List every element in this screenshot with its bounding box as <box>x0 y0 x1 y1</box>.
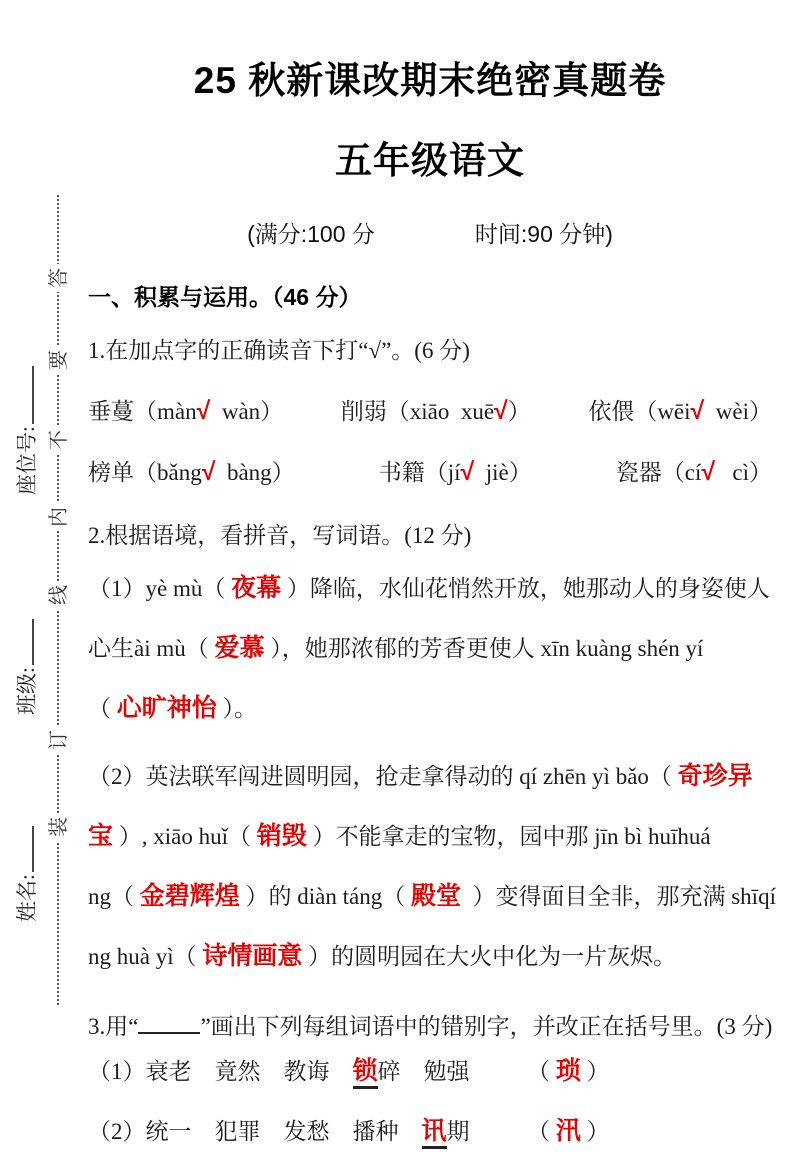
text-segment: ng huà yì（ <box>88 944 203 969</box>
q1-item <box>616 454 772 487</box>
text-segment: ng（ <box>88 884 140 909</box>
section-heading: 一、积累与运用。（46 分） <box>88 284 362 310</box>
answer-text: 爱慕 <box>214 634 265 662</box>
check-mark-icon: √ <box>494 397 508 425</box>
name-blank <box>28 826 34 872</box>
q1-item <box>588 393 772 426</box>
text-segment: 削弱（xiāo xuē <box>340 399 495 424</box>
answer-text: 奇珍异 <box>677 762 753 790</box>
text-segment: ） <box>507 399 531 424</box>
text-segment: ）不能拿走的宝物，园中那 jīn bì huīhuá <box>306 824 711 849</box>
q1-item <box>341 393 531 426</box>
answer-text: 宝 <box>88 822 114 850</box>
text-line <box>88 926 772 986</box>
exam-meta <box>88 216 772 249</box>
q2-stem: 2.根据语境，看拼音，写词语。(12 分) <box>88 523 472 548</box>
class-field <box>14 595 40 715</box>
text-segment: ）变得面目全非，那充满 shīqí <box>460 884 776 909</box>
q1-item <box>379 454 532 487</box>
answer-text: 殿堂 <box>410 882 461 910</box>
q2-paragraph-1 <box>88 558 772 738</box>
q3-stem <box>88 1008 772 1041</box>
check-mark-icon: √ <box>201 458 216 486</box>
answer-text: 夜幕 <box>231 574 282 602</box>
text-segment: wàn） <box>210 399 284 424</box>
error-char: 讯 <box>422 1117 447 1149</box>
text-segment: ） <box>580 1119 610 1144</box>
exam-content <box>88 0 776 1161</box>
text-segment: 瓷器（cí <box>615 460 702 485</box>
text-line <box>88 806 772 866</box>
q3-row-2 <box>88 1101 772 1161</box>
name-label: 姓名: <box>15 874 39 922</box>
text-segment: 榜单（bǎng <box>88 460 202 485</box>
text-segment: 垂蔓（màn <box>88 399 197 424</box>
binding-line-char: 订 <box>44 726 74 754</box>
text-line <box>88 746 772 806</box>
time-limit-label: 时间:90 分钟) <box>474 221 613 247</box>
text-segment: ）。 <box>216 696 258 721</box>
answer-text: 销毁 <box>256 822 307 850</box>
name-field <box>14 802 40 922</box>
q2-paragraph-2 <box>88 746 776 986</box>
binding-line-char: 内 <box>44 503 74 531</box>
check-mark-icon: √ <box>701 458 716 486</box>
text-segment: 碎 勉强 （ <box>377 1059 556 1084</box>
binding-line-char: 不 <box>44 426 74 454</box>
class-label: 班级: <box>15 667 39 715</box>
text-segment: 3.用“ <box>88 1014 139 1039</box>
text-segment: jiè） <box>474 460 532 485</box>
error-char: 锁 <box>353 1057 378 1089</box>
full-score-label: (满分:100 分 <box>247 221 375 247</box>
text-segment: （ <box>88 696 117 721</box>
class-blank <box>28 619 34 665</box>
binding-line-char: 线 <box>44 581 74 609</box>
binding-line-char: 答 <box>44 264 74 292</box>
answer-text: 琐 <box>555 1057 581 1085</box>
seat-number-blank <box>28 366 34 424</box>
page-title: 25 秋新课改期末绝密真题卷 <box>193 60 667 101</box>
check-mark-icon: √ <box>460 458 475 486</box>
q1-item <box>88 393 283 426</box>
text-segment: 心生ài mù（ <box>88 636 215 661</box>
q1-row-1 <box>88 393 772 426</box>
answer-text: 金碧辉煌 <box>139 882 240 910</box>
binding-line-char: 要 <box>44 346 74 374</box>
text-segment: cì） <box>715 460 772 485</box>
text-segment: （2）统一 犯罪 发愁 播种 <box>88 1119 422 1144</box>
text-segment: ）降临，水仙花悄然开放，她那动人的身姿使人 <box>281 576 770 601</box>
text-segment: （1）衰老 竟然 教诲 <box>88 1059 353 1084</box>
text-segment: ） <box>580 1059 610 1084</box>
text-segment: 依偎（wēi <box>588 399 691 424</box>
answer-text: 诗情画意 <box>202 942 303 970</box>
text-segment: ）的圆明园在大火中化为一片灰烬。 <box>302 944 677 969</box>
check-mark-icon: √ <box>690 397 705 425</box>
seat-number-label: 座位号: <box>15 426 39 495</box>
q3-row-1 <box>88 1041 772 1101</box>
text-line <box>88 866 776 926</box>
text-segment: bàng） <box>215 460 295 485</box>
seat-number-field <box>14 335 40 495</box>
text-segment: 期 （ <box>446 1119 556 1144</box>
text-line <box>88 678 772 738</box>
text-segment: （2）英法联军闯进圆明园，抢走拿得动的 qí zhēn yì bǎo（ <box>88 764 678 789</box>
page-subtitle: 五年级语文 <box>335 140 525 181</box>
text-segment: 书籍（jí <box>378 460 461 485</box>
q1-item <box>88 454 295 487</box>
text-line <box>88 558 772 618</box>
text-line <box>88 618 772 678</box>
q1-row-2 <box>88 454 772 487</box>
text-segment: ），她那浓郁的芳香更使人 xīn kuàng shén yí <box>264 636 704 661</box>
text-segment: ）, xiāo huǐ（ <box>113 824 257 849</box>
answer-text: 汛 <box>555 1117 581 1145</box>
text-segment: ）的 diàn táng（ <box>239 884 411 909</box>
binding-line-char: 装 <box>44 813 74 841</box>
text-segment: （1）yè mù（ <box>88 576 232 601</box>
check-mark-icon: √ <box>196 397 211 425</box>
text-segment: ”画出下列每组词语中的错别字，并改正在括号里。(3 分) <box>200 1014 773 1039</box>
answer-text: 心旷神怡 <box>116 694 217 722</box>
q1-stem: 1.在加点字的正确读音下打“√”。(6 分) <box>88 338 470 363</box>
text-segment: wèi） <box>704 399 772 424</box>
blank-underline <box>138 1028 200 1034</box>
